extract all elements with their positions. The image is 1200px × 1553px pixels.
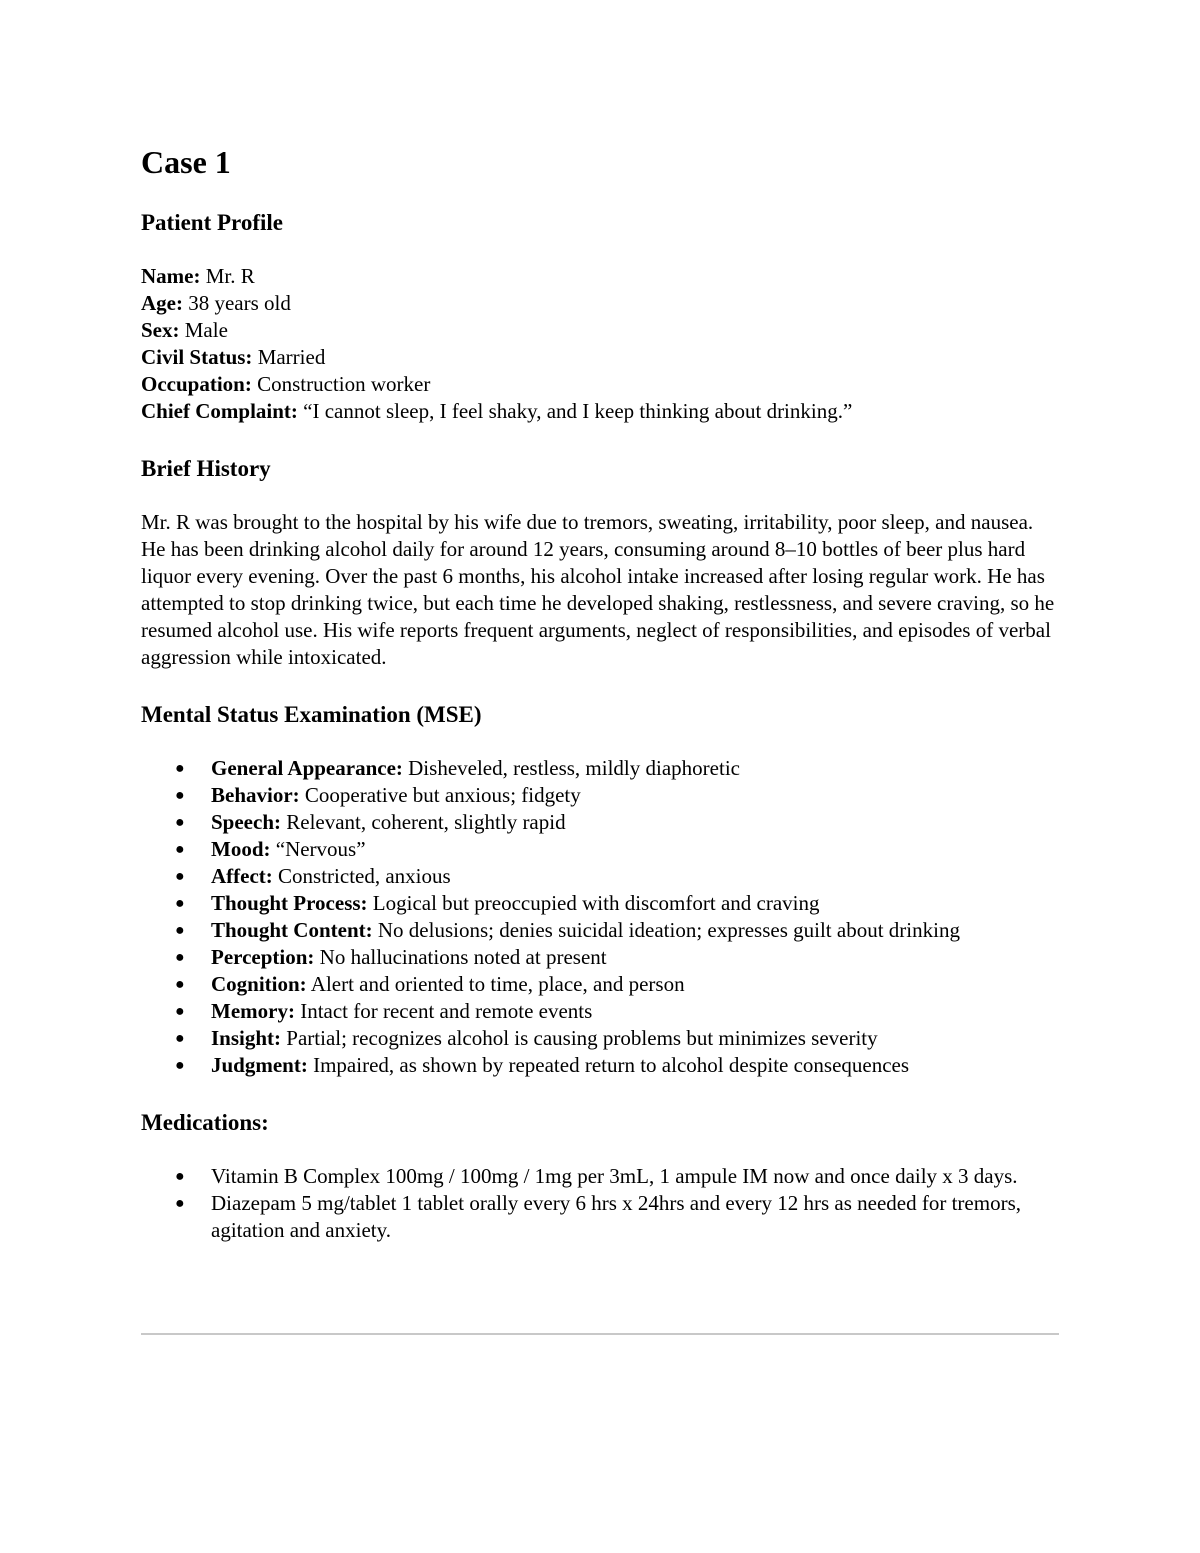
mse-list [141, 755, 1059, 1079]
list-item [141, 1163, 1051, 1190]
mse-value: Intact for recent and remote events [294, 999, 593, 1023]
mse-label: Behavior: [211, 783, 300, 807]
profile-value: 38 years old [182, 291, 291, 315]
mse-label: Memory: [211, 999, 295, 1023]
bullet-icon: ● [175, 1168, 185, 1185]
mse-label: Thought Content: [211, 918, 373, 942]
list-item [141, 917, 1059, 944]
medications-list [141, 1163, 1059, 1244]
mse-value: No hallucinations noted at present [314, 945, 607, 969]
mse-label: Judgment: [211, 1053, 308, 1077]
profile-label: Name: [141, 264, 201, 288]
profile-value: Mr. R [200, 264, 255, 288]
mse-value: Alert and oriented to time, place, and person [306, 972, 685, 996]
mse-value: Constricted, anxious [272, 864, 451, 888]
document-page [141, 140, 1059, 1244]
mse-heading: Mental Status Examination (MSE) [141, 702, 482, 727]
profile-label: Age: [141, 291, 183, 315]
bullet-icon: ● [175, 1003, 185, 1020]
profile-value: Married [252, 345, 326, 369]
profile-label: Chief Complaint: [141, 399, 298, 423]
list-item [141, 809, 1059, 836]
bullet-icon: ● [175, 976, 185, 993]
mse-value: Relevant, coherent, slightly rapid [281, 810, 566, 834]
mse-value: Disheveled, restless, mildly diaphoretic [402, 756, 740, 780]
profile-label: Sex: [141, 318, 180, 342]
mse-label: Insight: [211, 1026, 282, 1050]
mse-value: Impaired, as shown by repeated return to alcohol despite consequences [307, 1053, 910, 1077]
case-title: Case 1 [141, 144, 231, 180]
bullet-icon: ● [175, 1195, 185, 1212]
profile-value: “I cannot sleep, I feel shaky, and I keep thinking about drinking.” [297, 399, 853, 423]
patient-profile-heading: Patient Profile [141, 210, 283, 235]
profile-value: Male [179, 318, 228, 342]
mse-label: General Appearance: [211, 756, 403, 780]
bullet-icon: ● [175, 895, 185, 912]
mse-value: “Nervous” [270, 837, 366, 861]
profile-label: Occupation: [141, 372, 252, 396]
brief-history-heading: Brief History [141, 456, 271, 481]
list-item [141, 944, 1059, 971]
mse-value: Logical but preoccupied with discomfort and craving [367, 891, 820, 915]
profile-label: Civil Status: [141, 345, 253, 369]
mse-label: Mood: [211, 837, 271, 861]
bullet-icon: ● [175, 814, 185, 831]
medication-text: Diazepam 5 mg/tablet 1 tablet orally every 6 hrs x 24hrs and every 12 hrs as needed for tremors, agitation and anxiety. [211, 1191, 1021, 1242]
list-item [141, 890, 1059, 917]
list-item [141, 755, 1059, 782]
mse-label: Perception: [211, 945, 315, 969]
bullet-icon: ● [175, 949, 185, 966]
mse-value: Partial; recognizes alcohol is causing problems but minimizes severity [281, 1026, 878, 1050]
profile-civil-status [141, 344, 1059, 371]
bullet-icon: ● [175, 868, 185, 885]
bullet-icon: ● [175, 841, 185, 858]
list-item [141, 1025, 1059, 1052]
profile-value: Construction worker [251, 372, 431, 396]
mse-label: Thought Process: [211, 891, 368, 915]
profile-age [141, 290, 1059, 317]
bullet-icon: ● [175, 760, 185, 777]
mse-label: Cognition: [211, 972, 307, 996]
brief-history-text: Mr. R was brought to the hospital by his wife due to tremors, sweating, irritability, poor sleep, and nausea. He has been drinking alcohol daily for around 12 years, consuming around 8–10 bottles of beer plus hard liquor every evening. Over the past 6 months, his alcohol intake increased after losing regular work. He has attempted to stop drinking twice, but each time he developed shaking, restlessness, and severe craving, so he resumed alcohol use. His wife reports frequent arguments, neglect of responsibilities, and episodes of verbal aggression while intoxicated. [141, 510, 1055, 669]
mse-label: Affect: [211, 864, 273, 888]
list-item [141, 1052, 1059, 1079]
profile-chief-complaint [141, 398, 1059, 425]
mse-value: No delusions; denies suicidal ideation; expresses guilt about drinking [372, 918, 960, 942]
mse-value: Cooperative but anxious; fidgety [299, 783, 581, 807]
bullet-icon: ● [175, 1030, 185, 1047]
profile-name [141, 263, 1059, 290]
medication-text: Vitamin B Complex 100mg / 100mg / 1mg per 3mL, 1 ampule IM now and once daily x 3 days. [211, 1164, 1018, 1188]
bullet-icon: ● [175, 787, 185, 804]
profile-occupation [141, 371, 1059, 398]
list-item [141, 863, 1059, 890]
bullet-icon: ● [175, 922, 185, 939]
mse-label: Speech: [211, 810, 281, 834]
patient-profile [141, 263, 1059, 425]
list-item [141, 1190, 1051, 1244]
list-item [141, 782, 1059, 809]
list-item [141, 836, 1059, 863]
medications-heading: Medications: [141, 1110, 269, 1135]
bullet-icon: ● [175, 1057, 185, 1074]
profile-sex [141, 317, 1059, 344]
list-item [141, 998, 1059, 1025]
horizontal-rule [141, 1333, 1059, 1335]
list-item [141, 971, 1059, 998]
